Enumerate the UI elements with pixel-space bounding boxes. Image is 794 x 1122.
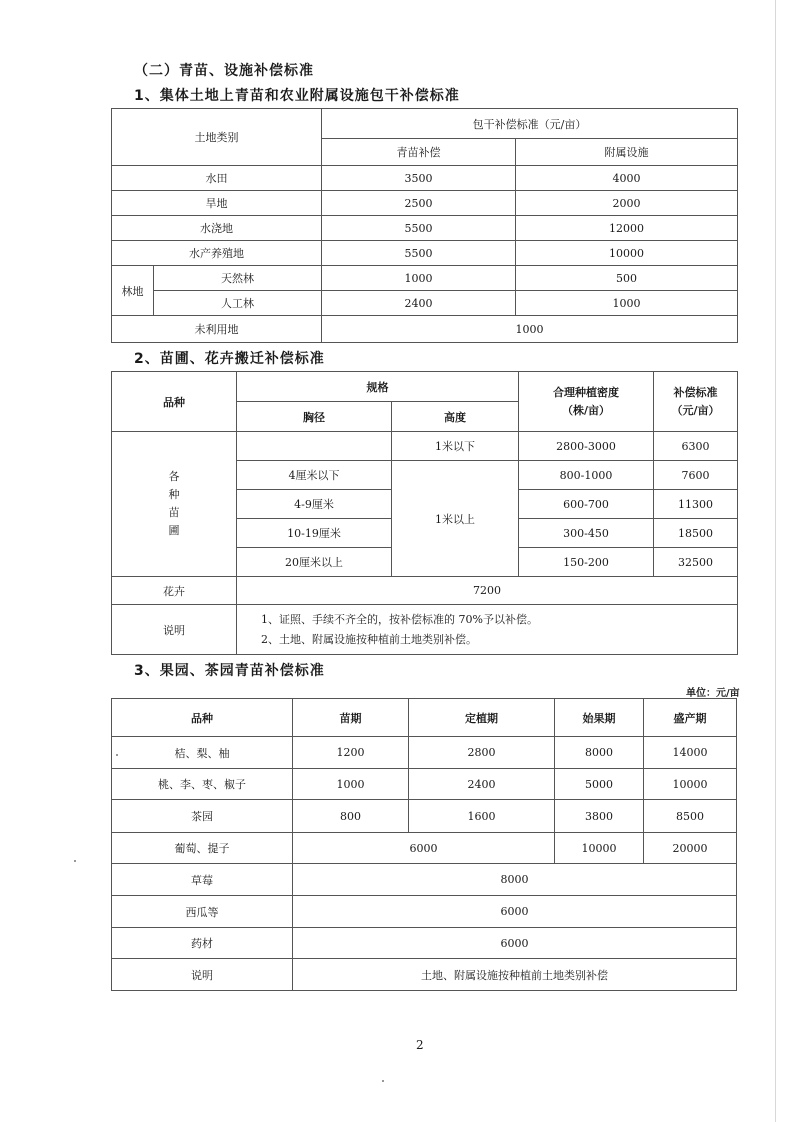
first-fruit-value: 5000 xyxy=(555,769,644,800)
facility-value: 500 xyxy=(516,266,738,291)
note-text: 土地、附属设施按种植前土地类别补偿 xyxy=(293,959,737,991)
planting-value: 2800 xyxy=(409,737,555,769)
table2-title: 2、苗圃、花卉搬迁补偿标准 xyxy=(134,351,325,367)
facility-value: 12000 xyxy=(516,216,738,241)
flowers-name: 花卉 xyxy=(112,577,237,605)
note-label: 说明 xyxy=(112,605,237,655)
scan-speck xyxy=(116,754,118,756)
planting-value: 1600 xyxy=(409,800,555,833)
table-row xyxy=(112,928,737,959)
facility-value: 10000 xyxy=(516,241,738,266)
note-label: 说明 xyxy=(112,959,293,991)
table-row xyxy=(112,577,738,605)
header-facility: 附属设施 xyxy=(516,139,738,166)
header-peak: 盛产期 xyxy=(644,699,737,737)
crop-value: 5500 xyxy=(322,216,516,241)
table-row xyxy=(112,291,738,316)
unit-label: 单位：元/亩 xyxy=(686,688,740,699)
table-row xyxy=(112,833,737,864)
density-value: 600-700 xyxy=(519,490,654,519)
standard-value: 18500 xyxy=(654,519,738,548)
scan-speck xyxy=(382,1080,384,1082)
peak-value: 8500 xyxy=(644,800,737,833)
variety-name: 桃、李、枣、椒子 xyxy=(112,769,293,800)
merged-value: 8000 xyxy=(293,864,737,896)
nursery-char: 各 xyxy=(168,470,180,483)
header-density xyxy=(519,372,654,432)
note-line: 2、土地、附属设施按种植前土地类别补偿。 xyxy=(261,632,477,646)
header-standard-line1: 补偿标准 xyxy=(673,385,718,399)
table-row xyxy=(112,605,738,655)
standard-value: 32500 xyxy=(654,548,738,577)
peak-value: 20000 xyxy=(644,833,737,864)
peak-value: 14000 xyxy=(644,737,737,769)
header-planting: 定植期 xyxy=(409,699,555,737)
merged-value: 6000 xyxy=(293,928,737,959)
land-name: 水田 xyxy=(112,166,322,191)
merged-value: 6000 xyxy=(293,896,737,928)
seedling-value: 1000 xyxy=(293,769,409,800)
flowers-value: 7200 xyxy=(237,577,738,605)
header-seedling: 苗期 xyxy=(293,699,409,737)
header-first-fruit: 始果期 xyxy=(555,699,644,737)
note-cell xyxy=(237,605,738,655)
table-row xyxy=(112,769,737,800)
header-density-line1: 合理种植密度 xyxy=(553,385,619,399)
standard-value: 7600 xyxy=(654,461,738,490)
table-row xyxy=(112,896,737,928)
peak-value: 10000 xyxy=(644,769,737,800)
land-name: 水产养殖地 xyxy=(112,241,322,266)
nursery-char: 圃 xyxy=(168,524,180,537)
variety-name: 葡萄、提子 xyxy=(112,833,293,864)
variety-name: 桔、梨、柚 xyxy=(112,737,293,769)
table1-title: 1、集体土地上青苗和农业附属设施包干补偿标准 xyxy=(134,88,460,104)
header-package-standard: 包干补偿标准（元/亩） xyxy=(322,109,738,139)
header-land-type: 土地类别 xyxy=(112,109,322,166)
nursery-char: 种 xyxy=(168,488,180,501)
header-height: 高度 xyxy=(392,402,519,432)
table-row xyxy=(112,316,738,343)
table3-title: 3、果园、茶园青苗补偿标准 xyxy=(134,663,325,679)
density-value: 150-200 xyxy=(519,548,654,577)
land-name: 天然林 xyxy=(154,266,322,291)
first-fruit-value: 10000 xyxy=(555,833,644,864)
crop-value: 2400 xyxy=(322,291,516,316)
density-value: 800-1000 xyxy=(519,461,654,490)
scan-speck xyxy=(74,860,76,862)
header-variety: 品种 xyxy=(112,372,237,432)
height-high: 1米以上 xyxy=(392,461,519,577)
diameter-value xyxy=(237,432,392,461)
unused-value: 1000 xyxy=(322,316,738,343)
crop-value: 2500 xyxy=(322,191,516,216)
crop-value: 1000 xyxy=(322,266,516,291)
density-value: 2800-3000 xyxy=(519,432,654,461)
forest-label: 林地 xyxy=(112,266,154,316)
grape-merged-value: 6000 xyxy=(293,833,555,864)
land-name: 旱地 xyxy=(112,191,322,216)
table-orchard-compensation xyxy=(111,698,737,991)
table-land-compensation xyxy=(111,108,738,343)
planting-value: 2400 xyxy=(409,769,555,800)
crop-value: 5500 xyxy=(322,241,516,266)
nursery-label xyxy=(112,432,237,577)
header-spec: 规格 xyxy=(237,372,519,402)
table-row xyxy=(112,959,737,991)
diameter-value: 20厘米以上 xyxy=(237,548,392,577)
table-row xyxy=(112,241,738,266)
header-variety: 品种 xyxy=(112,699,293,737)
facility-value: 1000 xyxy=(516,291,738,316)
table-row xyxy=(112,166,738,191)
first-fruit-value: 8000 xyxy=(555,737,644,769)
table-row xyxy=(112,191,738,216)
crop-value: 3500 xyxy=(322,166,516,191)
table-row xyxy=(112,800,737,833)
facility-value: 2000 xyxy=(516,191,738,216)
density-value: 300-450 xyxy=(519,519,654,548)
table-row xyxy=(112,432,738,461)
header-crop: 青苗补偿 xyxy=(322,139,516,166)
note-line: 1、证照、手续不齐全的，按补偿标准的 70%予以补偿。 xyxy=(261,612,538,626)
page-edge xyxy=(775,0,776,1122)
seedling-value: 800 xyxy=(293,800,409,833)
seedling-value: 1200 xyxy=(293,737,409,769)
diameter-value: 10-19厘米 xyxy=(237,519,392,548)
table-row xyxy=(112,216,738,241)
diameter-value: 4厘米以下 xyxy=(237,461,392,490)
nursery-char: 苗 xyxy=(168,506,180,519)
standard-value: 11300 xyxy=(654,490,738,519)
first-fruit-value: 3800 xyxy=(555,800,644,833)
variety-name: 西瓜等 xyxy=(112,896,293,928)
land-name: 水浇地 xyxy=(112,216,322,241)
variety-name: 药材 xyxy=(112,928,293,959)
section-title: （二）青苗、设施补偿标准 xyxy=(134,63,314,79)
table-nursery-compensation xyxy=(111,371,738,655)
header-standard xyxy=(654,372,738,432)
standard-value: 6300 xyxy=(654,432,738,461)
page-number: 2 xyxy=(416,1038,424,1052)
land-name: 未利用地 xyxy=(112,316,322,343)
variety-name: 茶园 xyxy=(112,800,293,833)
table-row xyxy=(112,266,738,291)
header-standard-line2: （元/亩） xyxy=(671,403,720,417)
land-name: 人工林 xyxy=(154,291,322,316)
header-density-line2: （株/亩） xyxy=(561,403,611,417)
height-low: 1米以下 xyxy=(392,432,519,461)
diameter-value: 4-9厘米 xyxy=(237,490,392,519)
facility-value: 4000 xyxy=(516,166,738,191)
header-diameter: 胸径 xyxy=(237,402,392,432)
table-row xyxy=(112,737,737,769)
table-row xyxy=(112,864,737,896)
variety-name: 草莓 xyxy=(112,864,293,896)
